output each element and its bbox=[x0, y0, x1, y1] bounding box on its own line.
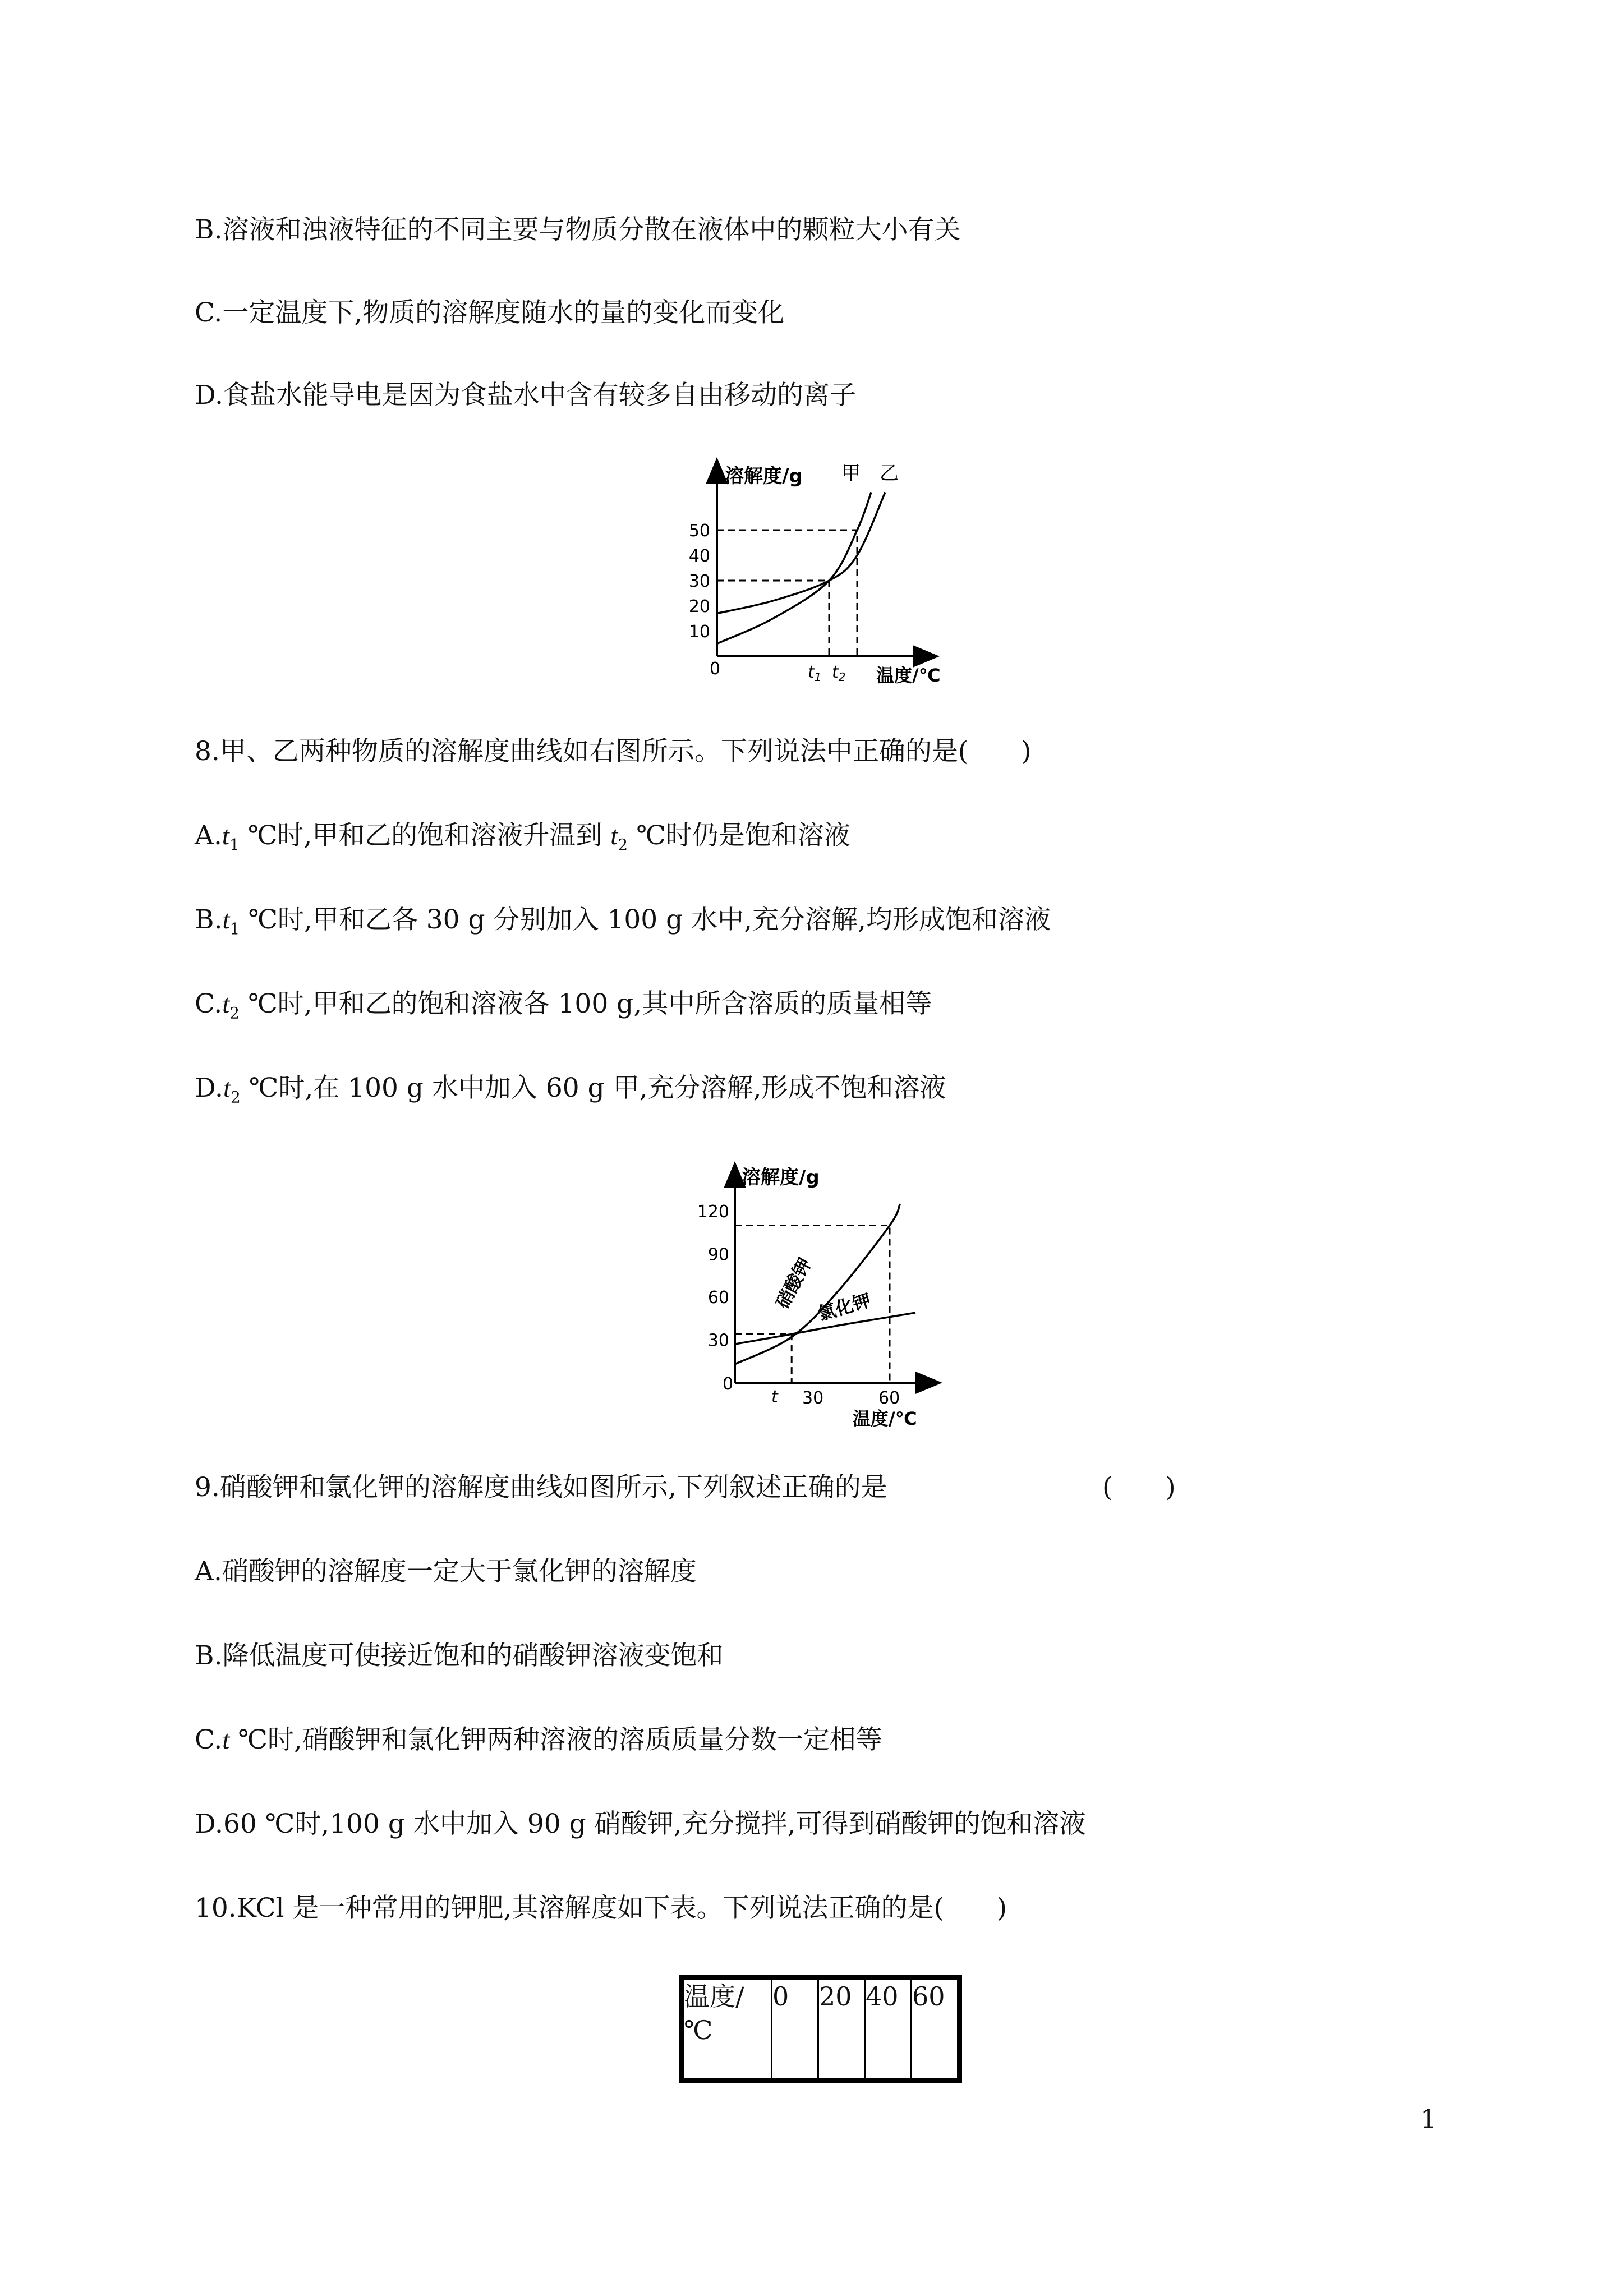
chart2-origin: 0 bbox=[723, 1374, 734, 1394]
table-header-cell: 60 bbox=[912, 1977, 960, 2081]
q8-option-c: $C.t_2$ ℃时,甲和乙的饱和溶液各 100 g,其中所含溶质的质量相等 bbox=[195, 988, 932, 1023]
q7-option-d: D.食盐水能导电是因为食盐水中含有较多自由移动的离子 bbox=[195, 380, 856, 411]
series-line-yi bbox=[717, 493, 885, 614]
table-header-cell: 温度/℃ bbox=[682, 1977, 772, 2081]
y-tick-label: 20 bbox=[688, 597, 710, 616]
solubility-chart-jia-yi bbox=[662, 454, 976, 690]
q9-option-a: A.硝酸钾的溶解度一定大于氯化钾的溶解度 bbox=[195, 1556, 697, 1587]
y-tick-label: 50 bbox=[688, 521, 710, 541]
chart1-ylabel: 溶解度/g bbox=[725, 465, 803, 487]
q9-option-c: C.t ℃时,硝酸钾和氯化钾两种溶液的溶质质量分数一定相等 bbox=[195, 1724, 882, 1755]
y-tick-label: 30 bbox=[707, 1331, 729, 1351]
q7-option-c: C.一定温度下,物质的溶解度随水的量的变化而变化 bbox=[195, 297, 785, 328]
table-row bbox=[682, 1977, 960, 2081]
page-number: 1 bbox=[1420, 2104, 1437, 2134]
dashed-guide-t2 bbox=[717, 530, 857, 656]
x-tick-label: 30 bbox=[802, 1388, 824, 1408]
q8-option-a: $A.t_1$ ℃时,甲和乙的饱和溶液升温到 $t_2$ ℃时仍是饱和溶液 bbox=[195, 820, 850, 854]
table-header-cell: 0 bbox=[772, 1977, 818, 2081]
y-tick-label: 10 bbox=[688, 622, 710, 642]
solubility-chart-kno3-kcl bbox=[690, 1156, 954, 1436]
chart1-series-label-yi: 乙 bbox=[880, 462, 899, 485]
chart2-ylabel: 溶解度/g bbox=[742, 1166, 820, 1189]
chart2-series-label-kcl: 氯化钾 bbox=[815, 1289, 873, 1325]
chart1-xlabel: 温度/℃ bbox=[876, 665, 941, 686]
chart1-series-label-jia: 甲 bbox=[841, 462, 861, 485]
kcl-solubility-table bbox=[679, 1975, 962, 2083]
table-header-cell: 20 bbox=[818, 1977, 865, 2081]
chart2-xlabel: 温度/℃ bbox=[853, 1408, 917, 1429]
y-tick-label: 90 bbox=[707, 1245, 729, 1265]
table-header-cell: 40 bbox=[865, 1977, 912, 2081]
q9-option-d: D.60 ℃时,100 g 水中加入 90 g 硝酸钾,充分搅拌,可得到硝酸钾的饱和溶液 bbox=[195, 1809, 1086, 1839]
q8-option-d: $D.t_2$ ℃时,在 100 g 水中加入 60 g 甲,充分溶解,形成不饱和溶液 bbox=[195, 1073, 946, 1107]
q9-stem: 9.硝酸钾和氯化钾的溶解度曲线如图所示,下列叙述正确的是 bbox=[195, 1472, 887, 1503]
x-tick-label: 60 bbox=[878, 1388, 900, 1408]
y-tick-label: 30 bbox=[688, 572, 710, 591]
q8-stem: 8.甲、乙两种物质的溶解度曲线如右图所示。下列说法中正确的是( ) bbox=[195, 736, 1032, 767]
chart2-series-label-kno3: 硝酸钾 bbox=[771, 1254, 816, 1312]
y-tick-label: 40 bbox=[688, 546, 710, 566]
q9-option-b: B.降低温度可使接近饱和的硝酸钾溶液变饱和 bbox=[195, 1640, 724, 1671]
q10-stem: 10.KCl 是一种常用的钾肥,其溶解度如下表。下列说法正确的是( ) bbox=[195, 1893, 1007, 1924]
q8-option-b: $B.t_1$ ℃时,甲和乙各 30 g 分别加入 100 g 水中,充分溶解,均形成饱和溶液 bbox=[195, 904, 1051, 938]
q7-option-b: B.溶液和浊液特征的不同主要与物质分散在液体中的颗粒大小有关 bbox=[195, 214, 961, 245]
y-tick-label: 60 bbox=[707, 1288, 729, 1308]
chart1-xtick-t2: $t_2$ bbox=[832, 662, 846, 684]
chart2-xtick-t: t bbox=[771, 1387, 778, 1407]
y-tick-label: 120 bbox=[697, 1202, 729, 1222]
chart1-xtick-t1: $t_1$ bbox=[808, 662, 822, 684]
chart1-origin: 0 bbox=[710, 659, 721, 679]
q9-answer-paren: ( ) bbox=[1102, 1472, 1176, 1503]
